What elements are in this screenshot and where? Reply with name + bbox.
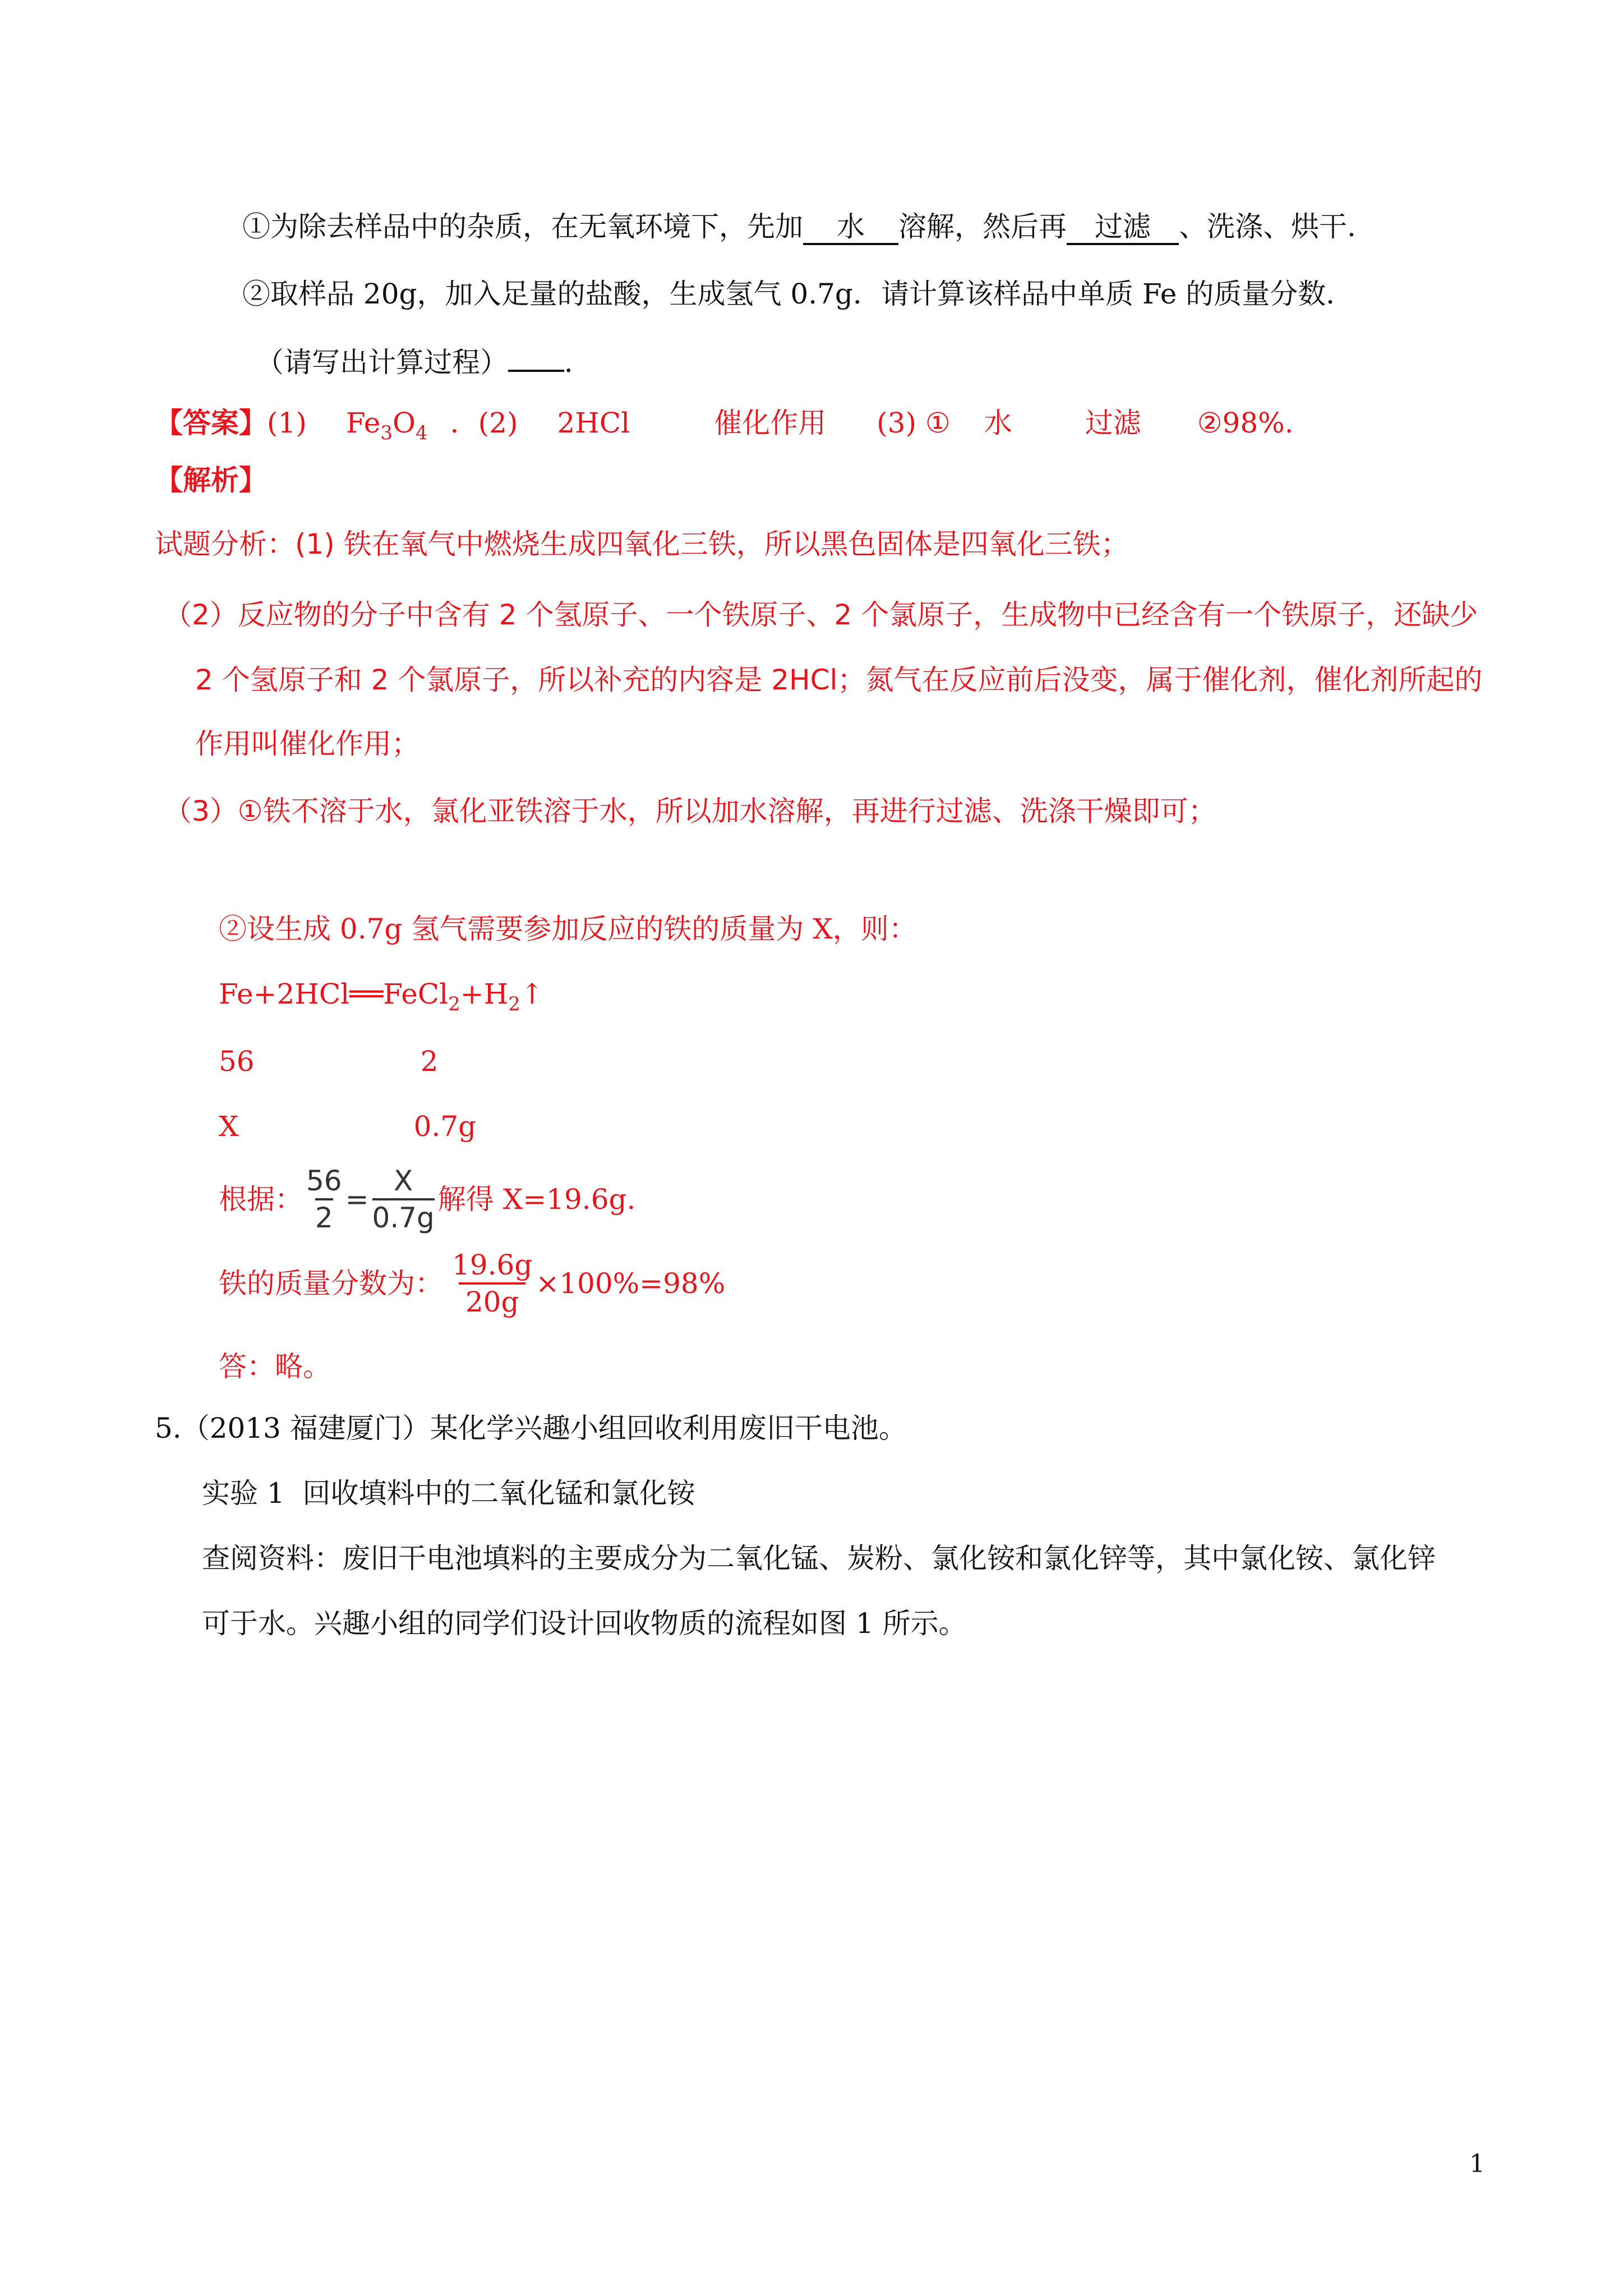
basis-label: 根据：	[219, 1183, 303, 1216]
q5-line-1: 5.（2013 福建厦门）某化学兴趣小组回收利用废旧干电池。	[155, 1412, 907, 1444]
q3-text: 、洗涤、烘干.	[1179, 210, 1356, 243]
ratio-row-2	[219, 1108, 476, 1144]
ratio-row-1	[219, 1043, 438, 1079]
q3-text: （请写出计算过程）	[256, 346, 508, 379]
equation-part: 2	[508, 993, 520, 1015]
answer-formula: O	[393, 407, 416, 439]
fraction-denominator: 20g	[459, 1282, 526, 1319]
analysis-line-4: 作用叫催化作用；	[195, 728, 419, 760]
reaction-equation	[219, 976, 544, 1022]
fraction-denominator: 0.7g	[372, 1198, 435, 1235]
fraction-19.6g-over-20g	[452, 1248, 532, 1319]
percent-result: ×100%=98%	[536, 1267, 726, 1300]
fraction-56-over-2	[306, 1163, 342, 1235]
equation-part: +H	[460, 978, 509, 1010]
proportion-line	[219, 1160, 635, 1239]
ratio-value: 0.7g	[413, 1110, 477, 1143]
fraction-denominator: 2	[315, 1198, 333, 1235]
page-number: 1	[1469, 2150, 1485, 2178]
answer-text: 2HCl	[557, 407, 630, 439]
answer-text: ②98%.	[1197, 407, 1294, 439]
answer-line	[155, 405, 1294, 451]
answer-text: 过滤	[1085, 407, 1141, 439]
ratio-value: X	[219, 1110, 239, 1143]
q5-line-3: 查阅资料：废旧干电池填料的主要成分为二氧化锰、炭粉、氯化铵和氯化锌等，其中氯化铵、氯化锌	[202, 1542, 1436, 1575]
mass-fraction-label: 铁的质量分数为：	[219, 1267, 443, 1300]
answer-text: ．(2)	[450, 407, 518, 439]
q3-text: 溶解，然后再	[898, 210, 1067, 243]
answer-formula: 4	[416, 422, 428, 444]
analysis-line-2: （2）反应物的分子中含有 2 个氢原子、一个铁原子、2 个氯原子，生成物中已经含有一个铁原子，还缺少	[164, 599, 1478, 631]
equation-part: 2	[448, 993, 460, 1015]
q3-text: ．	[564, 346, 592, 379]
answer-omitted: 答：略。	[219, 1350, 331, 1383]
blank-calc	[508, 370, 564, 372]
answer-formula: Fe	[345, 407, 381, 439]
answer-text: (3) ①	[877, 407, 951, 439]
q3-text: ①为除去样品中的杂质，在无氧环境下，先加	[242, 210, 803, 243]
analysis-line-3: 2 个氢原子和 2 个氯原子，所以补充的内容是 2HCl；氮气在反应前后没变，属于催化剂，催化剂所起的	[195, 664, 1483, 696]
q5-line-2: 实验 1 回收填料中的二氧化锰和氯化铵	[202, 1477, 695, 1510]
ratio-value: 2	[420, 1045, 439, 1078]
q3-line3	[256, 344, 592, 380]
answer-tag: 【答案】	[155, 406, 267, 439]
blank-filter: 过滤	[1067, 210, 1179, 245]
q5-line-4: 可于水。兴趣小组的同学们设计回收物质的流程如图 1 所示。	[202, 1607, 967, 1640]
solve-text: 解得 X=19.6g.	[437, 1183, 636, 1216]
q3-line1	[242, 209, 1356, 245]
equation-part: Fe+2HCl══FeCl	[219, 978, 449, 1010]
equation-part: ↑	[520, 978, 544, 1010]
analysis-tag: 【解析】	[155, 463, 267, 496]
q3-line2: ②取样品 20g，加入足量的盐酸，生成氢气 0.7g．请计算该样品中单质 Fe 的质量分数．	[242, 278, 1354, 310]
answer-text: (1)	[267, 407, 307, 439]
analysis-line-1: 试题分析：(1) 铁在氧气中燃烧生成四氧化三铁，所以黑色固体是四氧化三铁；	[155, 528, 1129, 560]
answer-text: 水	[984, 407, 1012, 439]
fraction-numerator: 56	[306, 1165, 342, 1197]
analysis-line-5: （3）①铁不溶于水，氯化亚铁溶于水，所以加水溶解，再进行过滤、洗涤干燥即可；	[164, 795, 1216, 827]
equals-sign: =	[345, 1183, 369, 1216]
blank-water: 水	[803, 210, 898, 245]
ratio-value: 56	[219, 1045, 255, 1078]
analysis-line-6: ②设生成 0.7g 氢气需要参加反应的铁的质量为 X，则：	[219, 913, 917, 945]
fraction-numerator: X	[394, 1165, 413, 1197]
answer-formula: 3	[380, 422, 393, 444]
answer-text: 催化作用	[714, 407, 827, 439]
fraction-x-over-0.7g	[372, 1163, 435, 1235]
fraction-numerator: 19.6g	[452, 1249, 533, 1281]
mass-fraction-line	[219, 1244, 725, 1323]
